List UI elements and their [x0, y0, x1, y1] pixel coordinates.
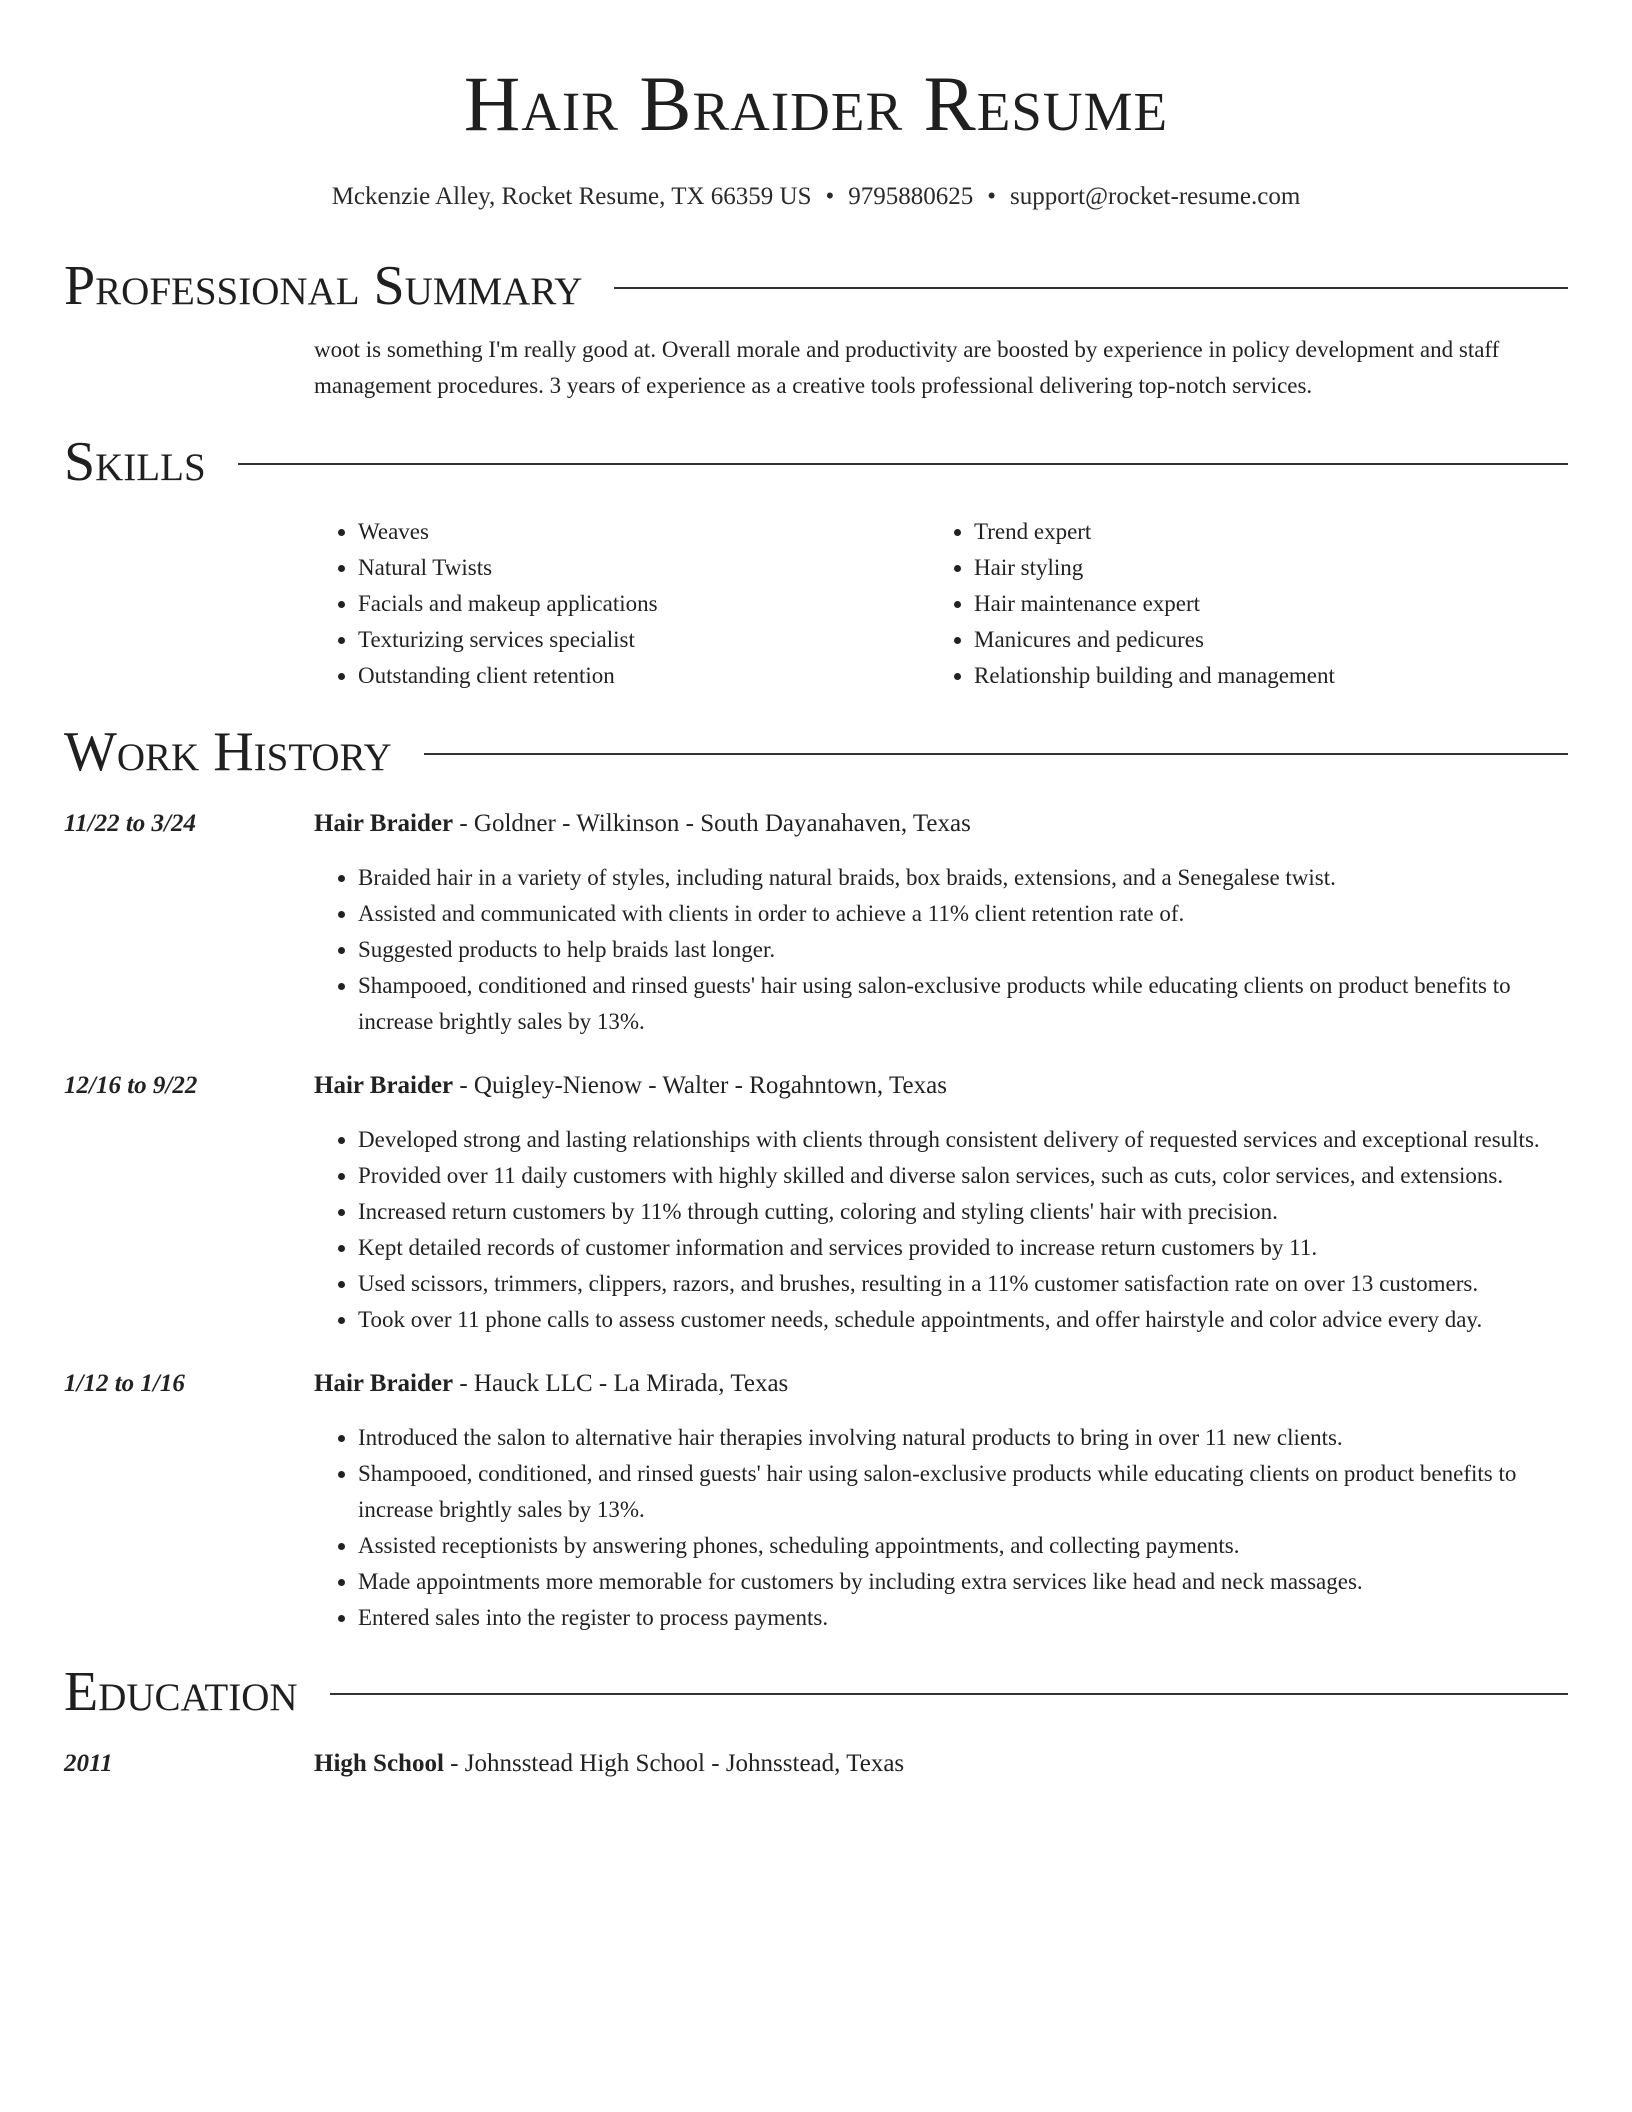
job-bullet: • Suggested products to help braids last longer.	[358, 932, 1568, 968]
section-divider	[330, 1693, 1568, 1695]
job-bullet: • Assisted receptionists by answering phones, scheduling appointments, and collecting payments.	[358, 1528, 1568, 1564]
job-bullet: • Used scissors, trimmers, clippers, razors, and brushes, resulting in a 11% customer satisfaction rate on over 13 customers.	[358, 1266, 1568, 1302]
job-heading	[314, 1366, 1568, 1402]
job-employer: - Quigley-Nienow - Walter - Rogahntown, Texas	[453, 1072, 947, 1099]
skill-item: • Natural Twists	[358, 550, 930, 586]
job-entry	[64, 1068, 1568, 1338]
contact-phone: 9795880625	[848, 183, 974, 210]
contact-separator: •	[987, 183, 997, 210]
skills-heading: Skills	[64, 431, 206, 493]
resume-title: Hair Braider Resume	[463, 60, 1169, 147]
job-bullet: • Shampooed, conditioned and rinsed guests' hair using salon-exclusive products while educating clients on product benefits to increase brightly sales by 13%.	[358, 968, 1568, 1040]
job-bullets	[314, 1122, 1568, 1338]
job-bullet: • Provided over 11 daily customers with highly skilled and diverse salon services, such as cuts, color services, and extensions.	[358, 1158, 1568, 1194]
education-year: 2011	[64, 1750, 113, 1777]
section-divider	[614, 287, 1568, 289]
skills-column-left	[314, 514, 930, 694]
job-bullet: • Shampooed, conditioned, and rinsed guests' hair using salon-exclusive products while educating clients on product benefits to increase brightly sales by 13%.	[358, 1456, 1568, 1528]
education-section-header	[64, 1660, 1568, 1724]
summary-section-header	[64, 254, 1568, 318]
job-bullets	[314, 1420, 1568, 1636]
skills-column-right	[930, 514, 1546, 694]
skill-item: • Hair maintenance expert	[974, 586, 1546, 622]
skill-item: • Trend expert	[974, 514, 1546, 550]
work-history-list	[64, 806, 1568, 1636]
skills-list	[314, 514, 1568, 694]
job-employer: - Hauck LLC - La Mirada, Texas	[453, 1370, 789, 1397]
education-school: - Johnsstead High School - Johnsstead, Texas	[443, 1750, 905, 1777]
job-entry	[64, 806, 1568, 1040]
skill-item: • Hair styling	[974, 550, 1546, 586]
job-bullet: • Took over 11 phone calls to assess customer needs, schedule appointments, and offer hairstyle and color advice every day.	[358, 1302, 1568, 1338]
work-history-section-header	[64, 720, 1568, 784]
job-bullet: • Assisted and communicated with clients in order to achieve a 11% client retention rate of.	[358, 896, 1568, 932]
job-bullet: • Increased return customers by 11% through cutting, coloring and styling clients' hair with precision.	[358, 1194, 1568, 1230]
job-heading	[314, 1068, 1568, 1104]
contact-separator: •	[825, 183, 835, 210]
job-heading	[314, 806, 1568, 842]
skill-item: • Texturizing services specialist	[358, 622, 930, 658]
skills-section-header	[64, 430, 1568, 494]
job-bullet: • Developed strong and lasting relationships with clients through consistent delivery of requested services and exceptional results.	[358, 1122, 1568, 1158]
job-title: Hair Braider	[314, 810, 454, 837]
job-bullet: • Entered sales into the register to process payments.	[358, 1600, 1568, 1636]
job-title: Hair Braider	[314, 1370, 454, 1397]
section-divider	[238, 463, 1568, 465]
job-dates: 11/22 to 3/24	[64, 810, 196, 837]
skill-item: • Manicures and pedicures	[974, 622, 1546, 658]
job-dates: 12/16 to 9/22	[64, 1072, 198, 1099]
work-history-heading: Work History	[64, 721, 392, 783]
education-degree: High School	[314, 1750, 444, 1777]
summary-heading: Professional Summary	[64, 255, 583, 317]
job-title: Hair Braider	[314, 1072, 454, 1099]
skill-item: • Facials and makeup applications	[358, 586, 930, 622]
contact-line	[64, 182, 1568, 212]
job-bullet: • Made appointments more memorable for customers by including extra services like head and neck massages.	[358, 1564, 1568, 1600]
education-heading: Education	[64, 1661, 298, 1723]
job-bullet: • Kept detailed records of customer information and services provided to increase return customers by 11.	[358, 1230, 1568, 1266]
contact-email: support@rocket-resume.com	[1010, 183, 1301, 210]
skill-item: • Weaves	[358, 514, 930, 550]
job-dates: 1/12 to 1/16	[64, 1370, 185, 1397]
contact-address: Mckenzie Alley, Rocket Resume, TX 66359 US	[331, 183, 812, 210]
education-heading-line	[314, 1746, 1568, 1782]
skill-item: • Outstanding client retention	[358, 658, 930, 694]
job-bullet: • Braided hair in a variety of styles, including natural braids, box braids, extensions, and a Senegalese twist.	[358, 860, 1568, 896]
section-divider	[424, 753, 1568, 755]
job-entry	[64, 1366, 1568, 1636]
job-bullet: • Introduced the salon to alternative hair therapies involving natural products to bring in over 11 new clients.	[358, 1420, 1568, 1456]
summary-text: woot is something I'm really good at. Overall morale and productivity are boosted by experience in policy development and staff management procedures. 3 years of experience as a creative tools professional delivering top-notch services.	[314, 337, 1500, 398]
job-employer: - Goldner - Wilkinson - South Dayanahaven, Texas	[453, 810, 971, 837]
skill-item: • Relationship building and management	[974, 658, 1546, 694]
job-bullets	[314, 860, 1568, 1040]
education-entry	[64, 1746, 1568, 1782]
